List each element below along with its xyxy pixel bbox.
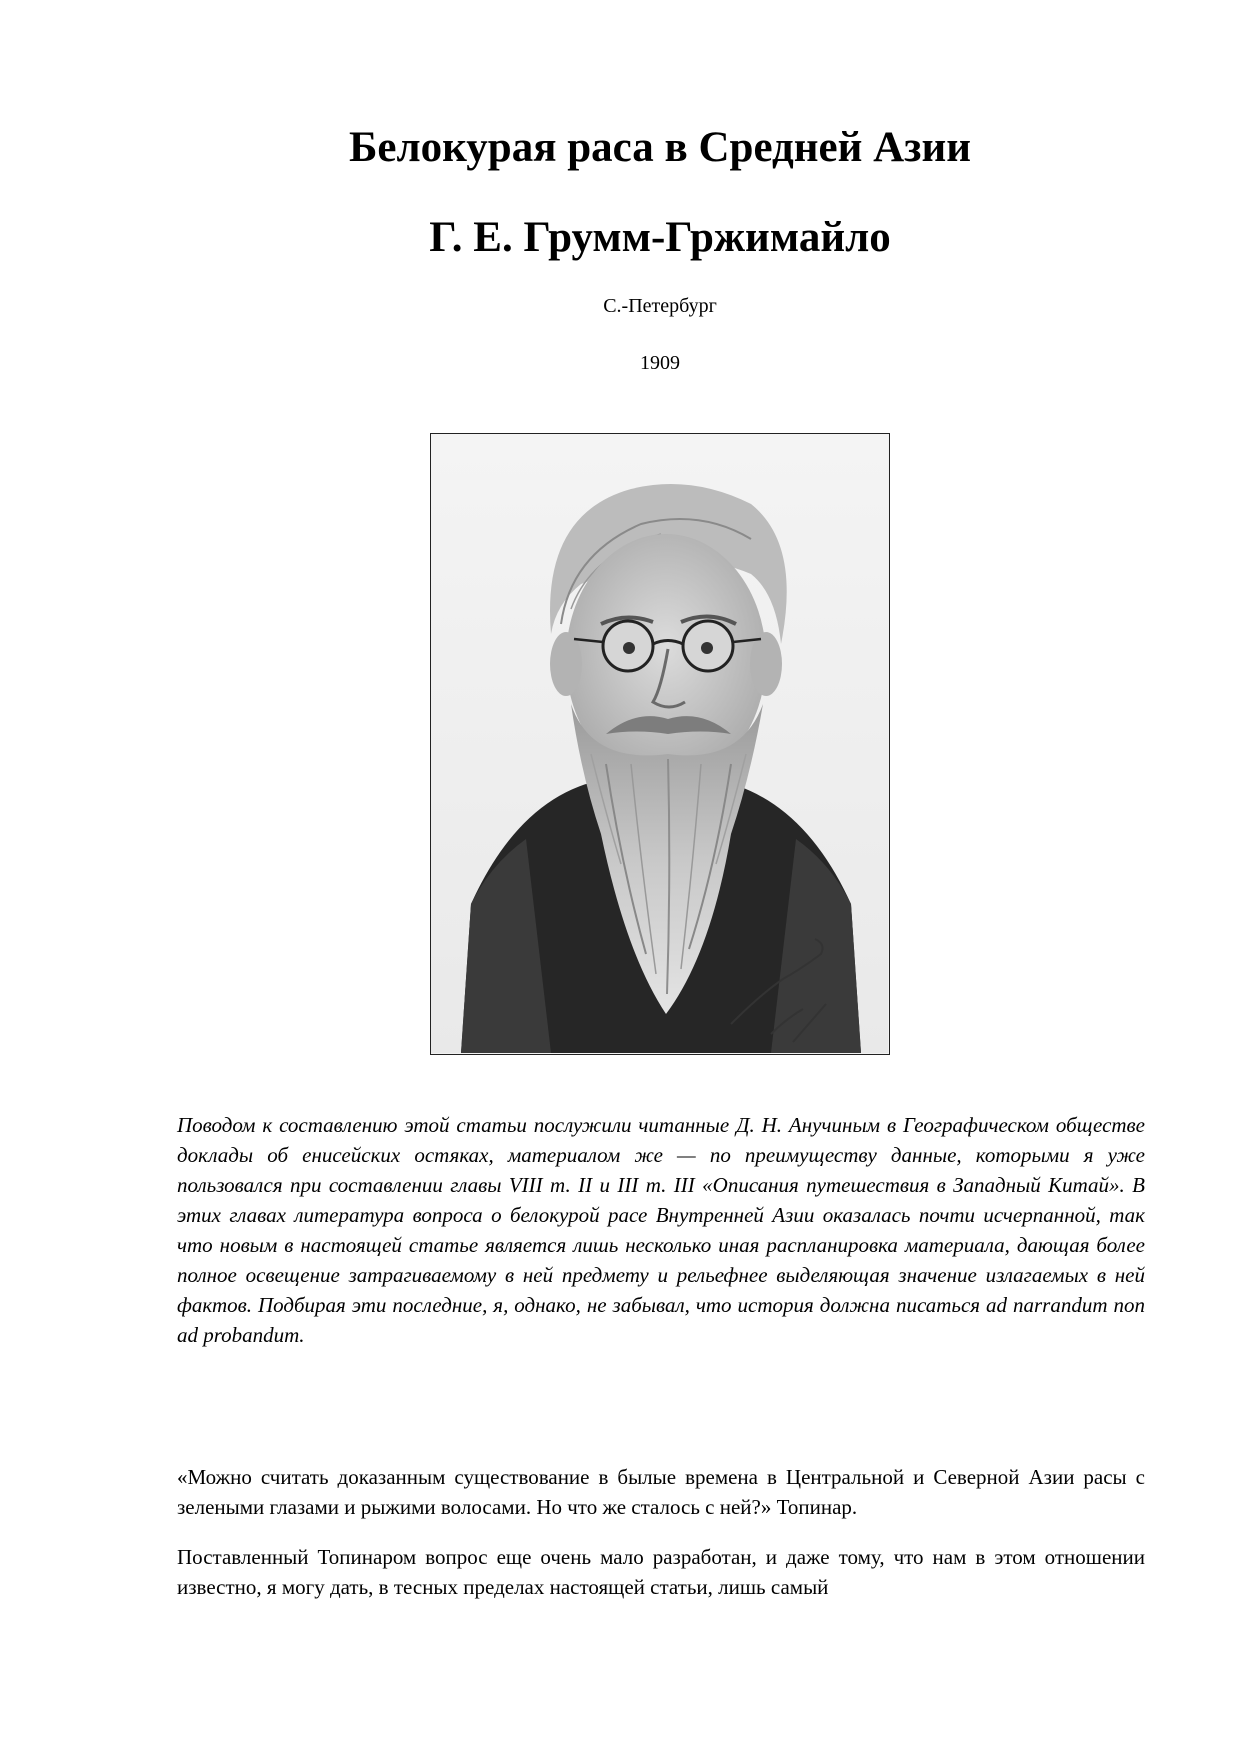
body-paragraph-1: «Можно считать доказанным существование в былые времена в Центральной и Северной Азии расы с зелеными глазами и рыжими волосами. Но что же сталось с ней?» Топинар. (177, 1465, 1145, 1519)
preface-paragraph: Поводом к составлению этой статьи послужили читанные Д. Н. Анучиным в Географическом обществе доклады об енисейских остяках, материалом же — по преимуществу данные, которыми я уже пользовался при составлении главы VIII т. II и III т. III «Описания путешествия в Западный Китай». В этих главах литература вопроса о белокурой расе Внутренней Азии оказалась почти исчерпанной, так что новым в настоящей статье является лишь несколько иная распланировка материала, дающая более полное освещение затрагиваемому в ней предмету и рельефнее выделяющая значение излагаемых в ней фактов. Подбирая эти последние, я, однако, не забывал, что история должна писаться ad narrandum non ad probandum. (177, 1113, 1145, 1347)
portrait-image (430, 433, 890, 1055)
portrait-drawing-icon (431, 434, 888, 1053)
document-author: Г. Е. Грумм-Гржимайло (429, 214, 891, 261)
document-title: Белокурая раса в Средней Азии (349, 124, 971, 171)
body-paragraph-2: Поставленный Топинаром вопрос еще очень мало разработан, и даже тому, что нам в этом отношении известно, я могу дать, в тесных пределах настоящей статьи, лишь самый (177, 1545, 1145, 1599)
publication-year: 1909 (640, 352, 680, 374)
publication-city: С.-Петербург (603, 295, 717, 317)
